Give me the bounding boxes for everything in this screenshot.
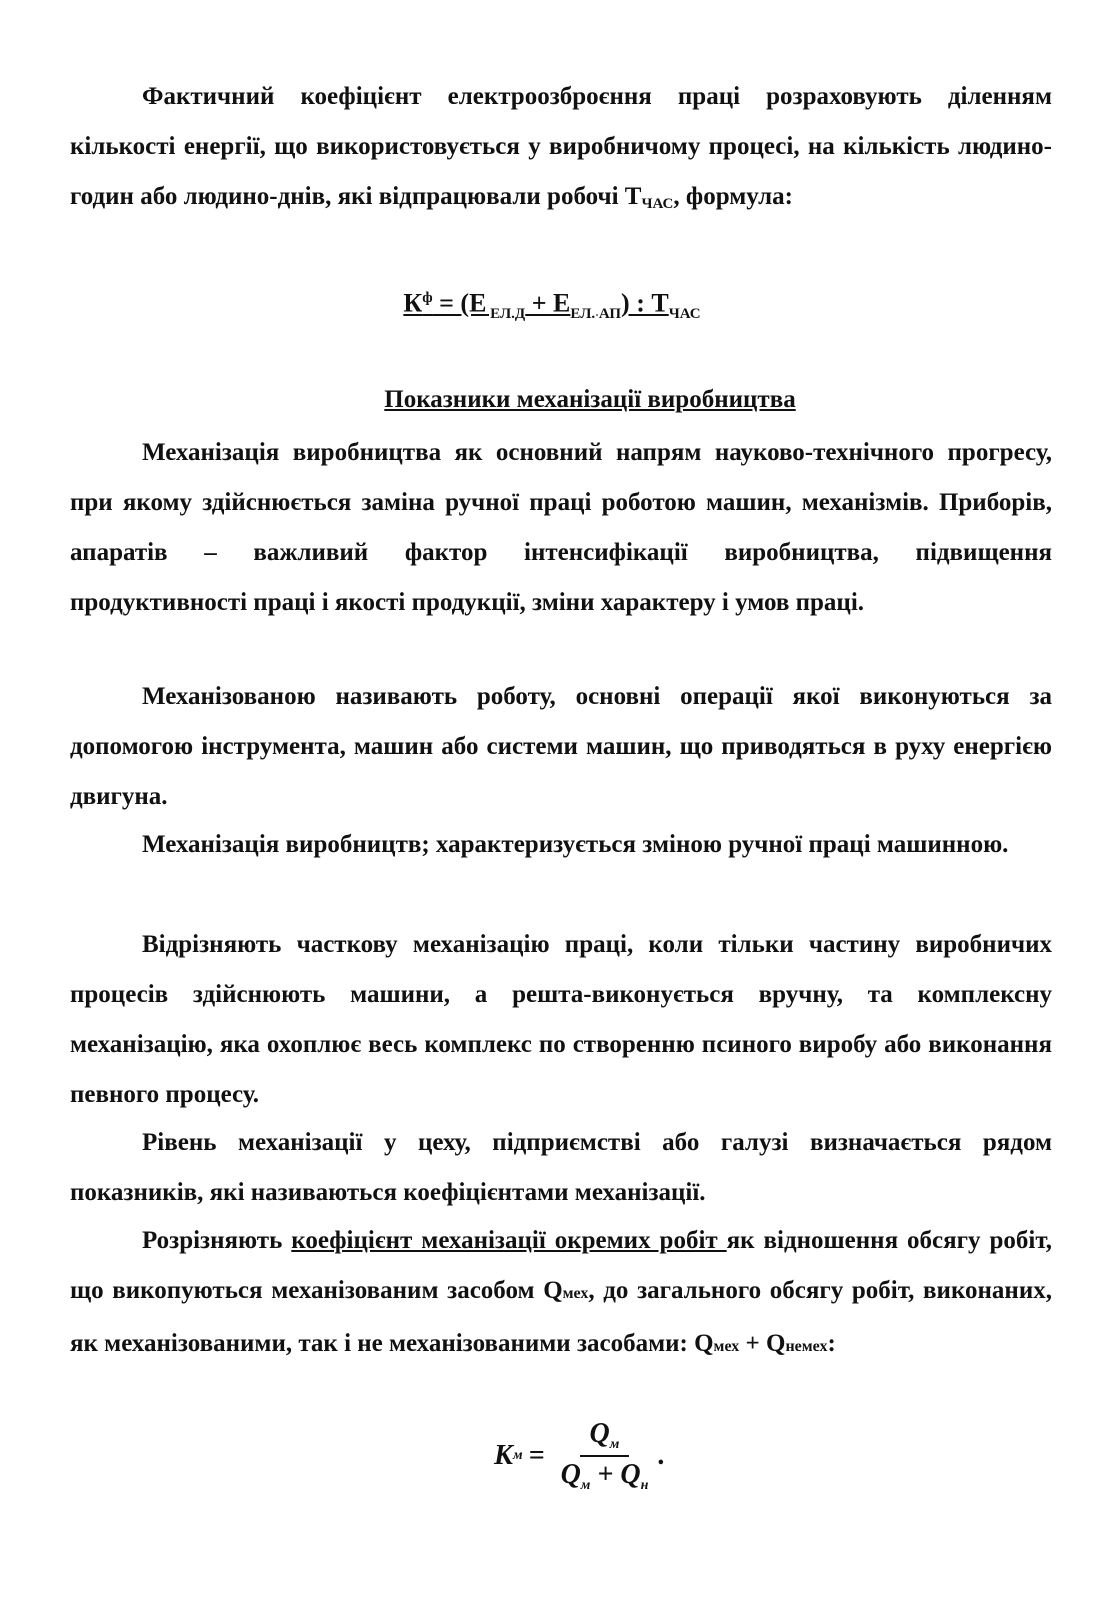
formula-symbol: Q bbox=[589, 1418, 610, 1449]
fraction-numerator bbox=[580, 1418, 630, 1457]
paragraph-mechanization: Механізація виробництва як основний напрям науково-технічного прогресу, при якому здійснюється заміна ручної праці роботою машин, механізмів. Приборів, апаратів – важливий фактор інтенсифікації виробництва, підвищення продуктивності праці і якості продукції, зміни характеру і умов праці. bbox=[70, 439, 1052, 616]
subscript: ЧАС bbox=[641, 196, 674, 212]
subscript: м bbox=[513, 1448, 523, 1463]
formula-symbol: К bbox=[494, 1440, 513, 1471]
subscript: н bbox=[640, 1478, 649, 1493]
paragraph-text: Розрізняють bbox=[142, 1227, 292, 1254]
fraction bbox=[555, 1418, 655, 1494]
formula-symbol: К bbox=[403, 288, 423, 318]
subscript: ЧАС bbox=[668, 305, 701, 322]
section-heading: Показники механізації виробництва bbox=[384, 386, 796, 413]
bold-term: Механізованою bbox=[142, 683, 316, 710]
formula-symbol: Q bbox=[560, 1459, 581, 1490]
subscript: м bbox=[580, 1478, 591, 1493]
superscript: ф bbox=[422, 290, 433, 306]
formula-part: + Е bbox=[525, 288, 571, 318]
subscript: ЕЛ.Д bbox=[486, 305, 526, 322]
subscript: мех bbox=[562, 1285, 589, 1302]
formula-part: ) : Т bbox=[621, 288, 669, 318]
formula-part: + Q bbox=[590, 1459, 641, 1490]
paragraph-text: як відношення обсягу робіт, що викопуються механізованим засобом Q bbox=[70, 1227, 1052, 1304]
subscript: немех bbox=[785, 1338, 828, 1355]
paragraph-electro-coefficient bbox=[70, 72, 1052, 229]
paragraph-text: називають роботу, основні операції якої виконуються за допомогою інструмента, машин або системи машин, що приводяться в руху енергією двигуна. bbox=[70, 683, 1052, 810]
subscript: мех bbox=[713, 1338, 740, 1355]
equals-sign: = bbox=[528, 1440, 545, 1471]
formula-period: . bbox=[658, 1440, 666, 1471]
paragraph-mechanization-level: Рівень механізації у цеху, підприємстві або галузі визначається рядом показників, які називаються коефіцієнтами механізації. bbox=[70, 1129, 1052, 1206]
fraction-denominator bbox=[555, 1457, 655, 1494]
paragraph-text: + Q bbox=[739, 1330, 786, 1357]
formula-part: = (Е bbox=[432, 288, 487, 318]
underlined-term: коефіцієнт механізації окремих робіт bbox=[291, 1227, 727, 1254]
paragraph-mechanized-definition bbox=[70, 672, 1052, 822]
paragraph-text: , до загального обсягу робіт, виконаних, як механізованими, так і не механізованими засобами: Q bbox=[70, 1277, 1052, 1357]
subscript: ЕЛ. АП bbox=[570, 305, 622, 322]
paragraph-tail: , формула: bbox=[673, 183, 793, 210]
formula-mechanization-coefficient bbox=[494, 1418, 665, 1494]
paragraph-mechanization-character: Механізація виробництв; характеризується зміною ручної праці машинною. bbox=[142, 831, 1009, 858]
paragraph-text: : bbox=[827, 1330, 836, 1357]
subscript: м bbox=[609, 1437, 620, 1452]
paragraph-partial-complex: Відрізняють часткову механізацію праці, коли тільки частину виробничих процесів здійснюють машини, а решта-виконується вручну, та комплексну механізацію, яка охоплює весь комплекс по створенню псиного виробу або виконання певного процесу. bbox=[70, 931, 1052, 1108]
formula-electro-coefficient bbox=[0, 278, 1104, 334]
paragraph-coefficient-types bbox=[70, 1216, 1052, 1372]
paragraph-text: Фактичний коефіцієнт електроозброєння праці розраховують діленням кількості енергії, що використовується у виробничому процесі, на кількість людино-годин або людино-днів, які відпрацювали робочі Т bbox=[70, 83, 1052, 210]
